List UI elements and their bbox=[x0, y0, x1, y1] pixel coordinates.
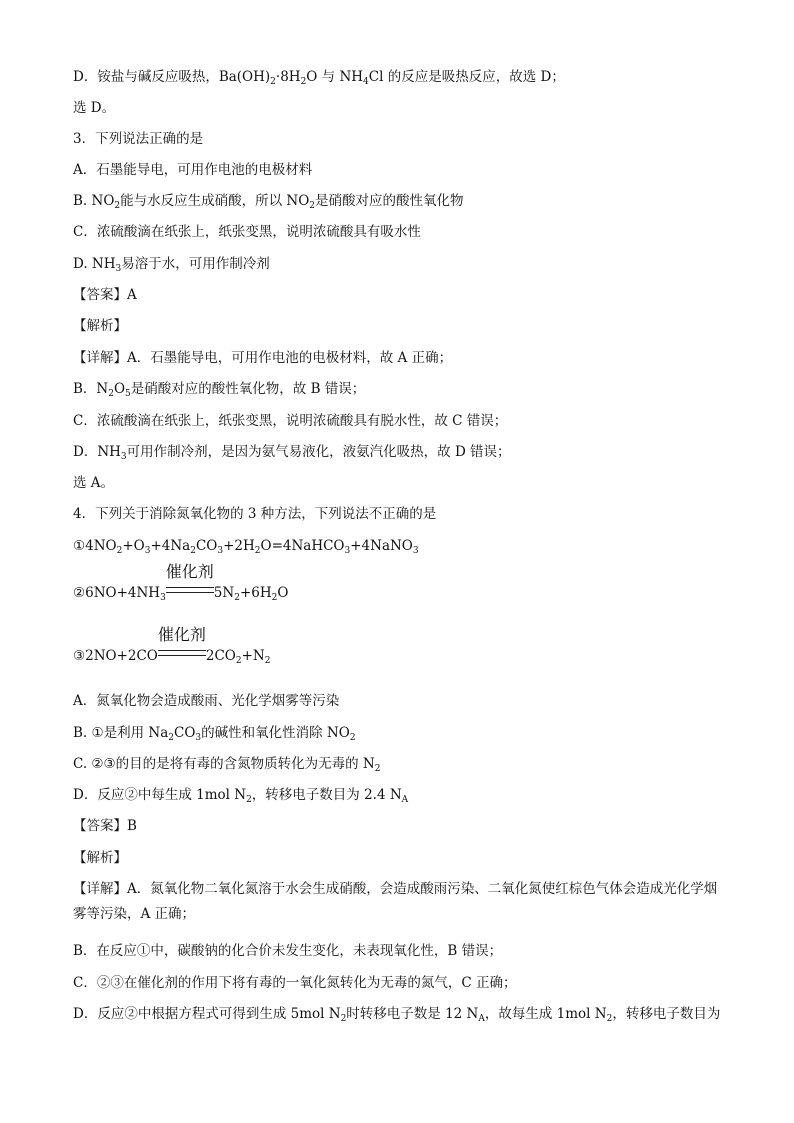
question-3-analysis-heading: 【解析】 bbox=[73, 318, 127, 334]
line-d-answer: D．铵盐与碱反应吸热，$Ba(OH)_2\cdot 8H_2O$ 与 $NH_4Cl$ 的反应是吸热反应，故选 D； bbox=[73, 69, 565, 87]
catalyst-arrow: 催化剂 bbox=[166, 584, 214, 602]
catalyst-arrow: 催化剂 bbox=[158, 647, 206, 665]
question-4-detail-a: 【详解】A．氮氧化物二氧化氮溶于水会生成硝酸，会造成酸雨污染、二氧化氮使红棕色气体会造成光化学烟雾等污染，A 正确； bbox=[73, 881, 718, 922]
reaction-1: $①4NO_2+O_3+4Na_2CO_3+2H_2O=4NaHCO_3+4NaNO_3$ bbox=[73, 538, 419, 556]
question-4-answer: 【答案】B bbox=[73, 818, 137, 834]
question-4-detail-d: D．反应②中根据方程式可得到生成 5mol $N_2$时转移电子数是 12 $N_A$，故每生成 1mol $N_2$，转移电子数目为 bbox=[73, 1006, 721, 1024]
question-3-stem: 3．下列说法正确的是 bbox=[73, 131, 204, 147]
question-4-detail-b: B．在反应①中，碳酸钠的化合价未发生变化，未表现氧化性，B 错误； bbox=[73, 943, 503, 959]
reaction-2: $②6NO+4NH_3$ 催化剂 $5N_2+6H_2O$ bbox=[73, 562, 289, 603]
question-3-choose-a: 选 A。 bbox=[73, 475, 115, 491]
question-4-option-c: C. ②③的目的是将有毒的含氮物质转化为无毒的 $N_2$ bbox=[73, 756, 381, 774]
question-3-detail-a: 【详解】A．石墨能导电，可用作电池的电极材料，故 A 正确； bbox=[73, 350, 453, 366]
question-3-answer: 【答案】A bbox=[73, 287, 137, 303]
question-3-detail-b: B．$N_2O_5$是硝酸对应的酸性氧化物，故 B 错误； bbox=[73, 381, 366, 399]
question-3-detail-d: D．$NH_3$可用作制冷剂，是因为氨气易液化，液氨汽化吸热，故 D 错误； bbox=[73, 444, 511, 462]
question-3-option-d: D. $NH_3$易溶于水，可用作制冷剂 bbox=[73, 256, 270, 274]
question-4-option-d: D．反应②中每生成 1mol $N_2$，转移电子数目为 2.4 $N_A$ bbox=[73, 787, 409, 805]
question-4-stem: 4．下列关于消除氮氧化物的 3 种方法，下列说法不正确的是 bbox=[73, 506, 437, 522]
question-4-analysis-heading: 【解析】 bbox=[73, 850, 127, 866]
question-3-detail-c: C．浓硫酸滴在纸张上，纸张变黑，说明浓硫酸具有脱水性，故 C 错误； bbox=[73, 413, 508, 429]
question-4-detail-c: C．②③在催化剂的作用下将有毒的一氧化氮转化为无毒的氮气，C 正确； bbox=[73, 975, 517, 991]
line-choose-d: 选 D。 bbox=[73, 100, 116, 116]
question-4-option-b: B. ①是利用 $Na_2CO_3$的碱性和氧化性消除 $NO_2$ bbox=[73, 725, 356, 743]
question-4-option-a: A．氮氧化物会造成酸雨、光化学烟雾等污染 bbox=[73, 693, 340, 709]
question-3-option-c: C．浓硫酸滴在纸张上，纸张变黑，说明浓硫酸具有吸水性 bbox=[73, 224, 421, 240]
reaction-3: ③2NO+2CO 催化剂 $2CO_2+N_2$ bbox=[73, 625, 271, 666]
question-3-option-a: A．石墨能导电，可用作电池的电极材料 bbox=[73, 162, 313, 178]
question-3-option-b: B. $NO_2$能与水反应生成硝酸，所以 $NO_2$是硝酸对应的酸性氧化物 bbox=[73, 193, 464, 211]
